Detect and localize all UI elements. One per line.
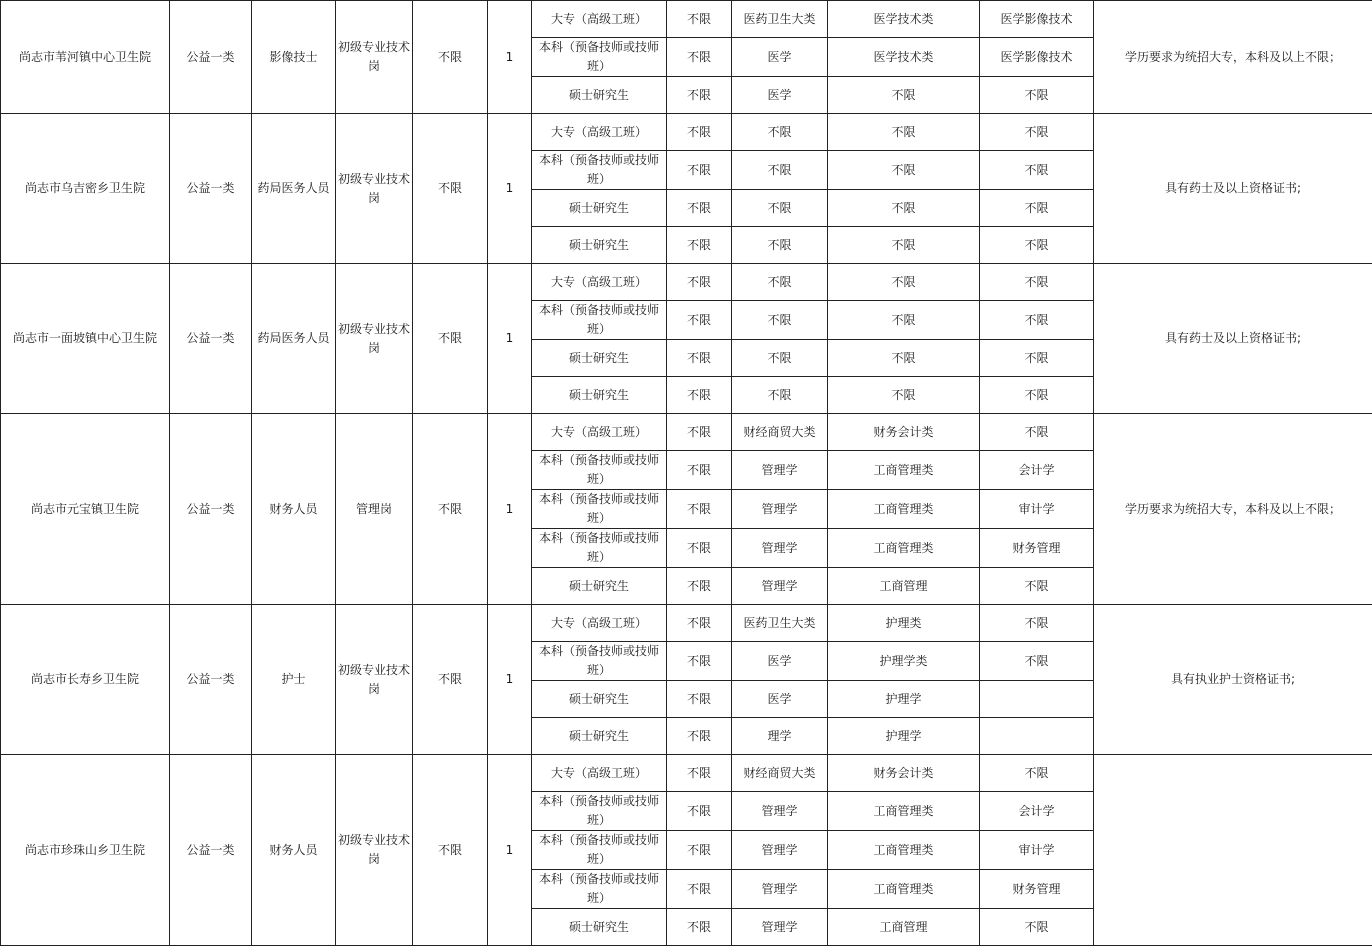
degree-limit-cell: 不限	[667, 451, 732, 490]
major-name-cell: 不限	[980, 377, 1094, 414]
position-category-cell: 初级专业技术岗	[336, 264, 413, 414]
degree-limit-cell: 不限	[667, 340, 732, 377]
major-name-cell: 不限	[980, 605, 1094, 642]
major-name-cell: 不限	[980, 151, 1094, 190]
major-class-cell: 工商管理	[828, 568, 980, 605]
major-category-cell: 医学	[732, 77, 828, 114]
unit-type-cell: 公益一类	[170, 1, 252, 114]
table-row	[1, 114, 1372, 151]
table-row	[1, 605, 1372, 642]
headcount-cell: 1	[488, 264, 532, 414]
unit-type-cell: 公益一类	[170, 114, 252, 264]
major-class-cell: 不限	[828, 301, 980, 340]
degree-limit-cell: 不限	[667, 151, 732, 190]
education-cell: 硕士研究生	[532, 909, 667, 946]
education-cell: 本科（预备技师或技师班）	[532, 451, 667, 490]
major-class-cell: 不限	[828, 377, 980, 414]
major-category-cell: 管理学	[732, 568, 828, 605]
major-class-cell: 护理学	[828, 718, 980, 755]
major-name-cell: 不限	[980, 77, 1094, 114]
major-class-cell: 不限	[828, 264, 980, 301]
degree-limit-cell: 不限	[667, 264, 732, 301]
position-category-cell: 管理岗	[336, 414, 413, 605]
education-cell: 本科（预备技师或技师班）	[532, 301, 667, 340]
degree-limit-cell: 不限	[667, 792, 732, 831]
unit-name-cell: 尚志市长寿乡卫生院	[1, 605, 170, 755]
major-category-cell: 不限	[732, 227, 828, 264]
major-name-cell: 财务管理	[980, 870, 1094, 909]
major-class-cell: 财务会计类	[828, 414, 980, 451]
headcount-cell: 1	[488, 1, 532, 114]
education-cell: 本科（预备技师或技师班）	[532, 642, 667, 681]
education-cell: 硕士研究生	[532, 681, 667, 718]
education-cell: 硕士研究生	[532, 190, 667, 227]
major-category-cell: 不限	[732, 151, 828, 190]
major-class-cell: 不限	[828, 190, 980, 227]
education-cell: 本科（预备技师或技师班）	[532, 529, 667, 568]
unit-name-cell: 尚志市元宝镇卫生院	[1, 414, 170, 605]
education-cell: 硕士研究生	[532, 718, 667, 755]
restriction-cell: 不限	[413, 1, 488, 114]
major-category-cell: 不限	[732, 340, 828, 377]
education-cell: 大专（高级工班）	[532, 605, 667, 642]
education-cell: 硕士研究生	[532, 377, 667, 414]
major-category-cell: 不限	[732, 301, 828, 340]
major-name-cell: 医学影像技术	[980, 38, 1094, 77]
major-class-cell: 护理学	[828, 681, 980, 718]
education-cell: 本科（预备技师或技师班）	[532, 151, 667, 190]
degree-limit-cell: 不限	[667, 529, 732, 568]
restriction-cell: 不限	[413, 114, 488, 264]
major-class-cell: 不限	[828, 77, 980, 114]
major-name-cell: 不限	[980, 909, 1094, 946]
education-cell: 大专（高级工班）	[532, 755, 667, 792]
major-name-cell	[980, 718, 1094, 755]
position-category-cell: 初级专业技术岗	[336, 755, 413, 946]
position-name-cell: 影像技士	[252, 1, 336, 114]
major-name-cell: 不限	[980, 190, 1094, 227]
table-row	[1, 414, 1372, 451]
degree-limit-cell: 不限	[667, 301, 732, 340]
restriction-cell: 不限	[413, 755, 488, 946]
major-class-cell: 护理类	[828, 605, 980, 642]
unit-name-cell: 尚志市苇河镇中心卫生院	[1, 1, 170, 114]
note-cell: 学历要求为统招大专，本科及以上不限；	[1094, 1, 1372, 114]
degree-limit-cell: 不限	[667, 909, 732, 946]
major-name-cell	[980, 681, 1094, 718]
education-cell: 大专（高级工班）	[532, 1, 667, 38]
note-cell: 学历要求为统招大专，本科及以上不限；	[1094, 414, 1372, 605]
headcount-cell: 1	[488, 414, 532, 605]
education-cell: 大专（高级工班）	[532, 264, 667, 301]
education-cell: 大专（高级工班）	[532, 114, 667, 151]
education-cell: 本科（预备技师或技师班）	[532, 870, 667, 909]
restriction-cell: 不限	[413, 414, 488, 605]
major-name-cell: 医学影像技术	[980, 1, 1094, 38]
education-cell: 硕士研究生	[532, 77, 667, 114]
degree-limit-cell: 不限	[667, 38, 732, 77]
education-cell: 硕士研究生	[532, 340, 667, 377]
major-category-cell: 管理学	[732, 831, 828, 870]
degree-limit-cell: 不限	[667, 77, 732, 114]
position-name-cell: 药局医务人员	[252, 114, 336, 264]
unit-name-cell: 尚志市珍珠山乡卫生院	[1, 755, 170, 946]
major-name-cell: 审计学	[980, 831, 1094, 870]
headcount-cell: 1	[488, 114, 532, 264]
education-cell: 本科（预备技师或技师班）	[532, 490, 667, 529]
major-name-cell: 不限	[980, 340, 1094, 377]
major-name-cell: 不限	[980, 755, 1094, 792]
major-name-cell: 不限	[980, 414, 1094, 451]
major-name-cell: 财务管理	[980, 529, 1094, 568]
major-class-cell: 工商管理类	[828, 831, 980, 870]
table-row	[1, 755, 1372, 792]
degree-limit-cell: 不限	[667, 1, 732, 38]
restriction-cell: 不限	[413, 264, 488, 414]
table-row	[1, 264, 1372, 301]
major-category-cell: 医学	[732, 681, 828, 718]
position-name-cell: 财务人员	[252, 414, 336, 605]
major-class-cell: 工商管理类	[828, 490, 980, 529]
major-class-cell: 护理学类	[828, 642, 980, 681]
major-category-cell: 不限	[732, 190, 828, 227]
table-row	[1, 1, 1372, 38]
major-class-cell: 工商管理类	[828, 451, 980, 490]
major-category-cell: 管理学	[732, 490, 828, 529]
major-category-cell: 不限	[732, 264, 828, 301]
major-class-cell: 不限	[828, 227, 980, 264]
major-name-cell: 审计学	[980, 490, 1094, 529]
major-category-cell: 管理学	[732, 451, 828, 490]
major-name-cell: 会计学	[980, 792, 1094, 831]
degree-limit-cell: 不限	[667, 605, 732, 642]
education-cell: 大专（高级工班）	[532, 414, 667, 451]
degree-limit-cell: 不限	[667, 377, 732, 414]
major-category-cell: 医药卫生大类	[732, 605, 828, 642]
major-category-cell: 财经商贸大类	[732, 414, 828, 451]
degree-limit-cell: 不限	[667, 642, 732, 681]
note-cell	[1094, 755, 1372, 946]
major-class-cell: 财务会计类	[828, 755, 980, 792]
education-cell: 本科（预备技师或技师班）	[532, 38, 667, 77]
major-category-cell: 理学	[732, 718, 828, 755]
position-name-cell: 药局医务人员	[252, 264, 336, 414]
education-cell: 本科（预备技师或技师班）	[532, 831, 667, 870]
major-category-cell: 医药卫生大类	[732, 1, 828, 38]
major-class-cell: 工商管理	[828, 909, 980, 946]
major-category-cell: 财经商贸大类	[732, 755, 828, 792]
education-cell: 本科（预备技师或技师班）	[532, 792, 667, 831]
position-category-cell: 初级专业技术岗	[336, 605, 413, 755]
note-cell: 具有药士及以上资格证书;	[1094, 114, 1372, 264]
education-cell: 硕士研究生	[532, 568, 667, 605]
unit-type-cell: 公益一类	[170, 755, 252, 946]
major-class-cell: 医学技术类	[828, 38, 980, 77]
major-name-cell: 不限	[980, 642, 1094, 681]
major-class-cell: 不限	[828, 114, 980, 151]
major-category-cell: 管理学	[732, 792, 828, 831]
position-name-cell: 财务人员	[252, 755, 336, 946]
degree-limit-cell: 不限	[667, 568, 732, 605]
degree-limit-cell: 不限	[667, 227, 732, 264]
position-name-cell: 护士	[252, 605, 336, 755]
major-class-cell: 工商管理类	[828, 529, 980, 568]
major-category-cell: 管理学	[732, 529, 828, 568]
major-class-cell: 不限	[828, 340, 980, 377]
headcount-cell: 1	[488, 755, 532, 946]
headcount-cell: 1	[488, 605, 532, 755]
note-cell: 具有执业护士资格证书;	[1094, 605, 1372, 755]
major-category-cell: 管理学	[732, 870, 828, 909]
unit-name-cell: 尚志市乌吉密乡卫生院	[1, 114, 170, 264]
degree-limit-cell: 不限	[667, 414, 732, 451]
degree-limit-cell: 不限	[667, 114, 732, 151]
major-category-cell: 不限	[732, 114, 828, 151]
major-name-cell: 不限	[980, 114, 1094, 151]
major-category-cell: 不限	[732, 377, 828, 414]
position-category-cell: 初级专业技术岗	[336, 1, 413, 114]
major-class-cell: 不限	[828, 151, 980, 190]
major-name-cell: 不限	[980, 264, 1094, 301]
degree-limit-cell: 不限	[667, 755, 732, 792]
major-name-cell: 不限	[980, 301, 1094, 340]
degree-limit-cell: 不限	[667, 870, 732, 909]
note-cell: 具有药士及以上资格证书;	[1094, 264, 1372, 414]
degree-limit-cell: 不限	[667, 831, 732, 870]
major-class-cell: 工商管理类	[828, 792, 980, 831]
major-class-cell: 医学技术类	[828, 1, 980, 38]
position-category-cell: 初级专业技术岗	[336, 114, 413, 264]
education-cell: 硕士研究生	[532, 227, 667, 264]
degree-limit-cell: 不限	[667, 190, 732, 227]
major-name-cell: 会计学	[980, 451, 1094, 490]
unit-type-cell: 公益一类	[170, 414, 252, 605]
major-class-cell: 工商管理类	[828, 870, 980, 909]
unit-name-cell: 尚志市一面坡镇中心卫生院	[1, 264, 170, 414]
degree-limit-cell: 不限	[667, 490, 732, 529]
restriction-cell: 不限	[413, 605, 488, 755]
degree-limit-cell: 不限	[667, 718, 732, 755]
unit-type-cell: 公益一类	[170, 605, 252, 755]
major-name-cell: 不限	[980, 227, 1094, 264]
unit-type-cell: 公益一类	[170, 264, 252, 414]
degree-limit-cell: 不限	[667, 681, 732, 718]
major-name-cell: 不限	[980, 568, 1094, 605]
major-category-cell: 医学	[732, 642, 828, 681]
major-category-cell: 医学	[732, 38, 828, 77]
major-category-cell: 管理学	[732, 909, 828, 946]
